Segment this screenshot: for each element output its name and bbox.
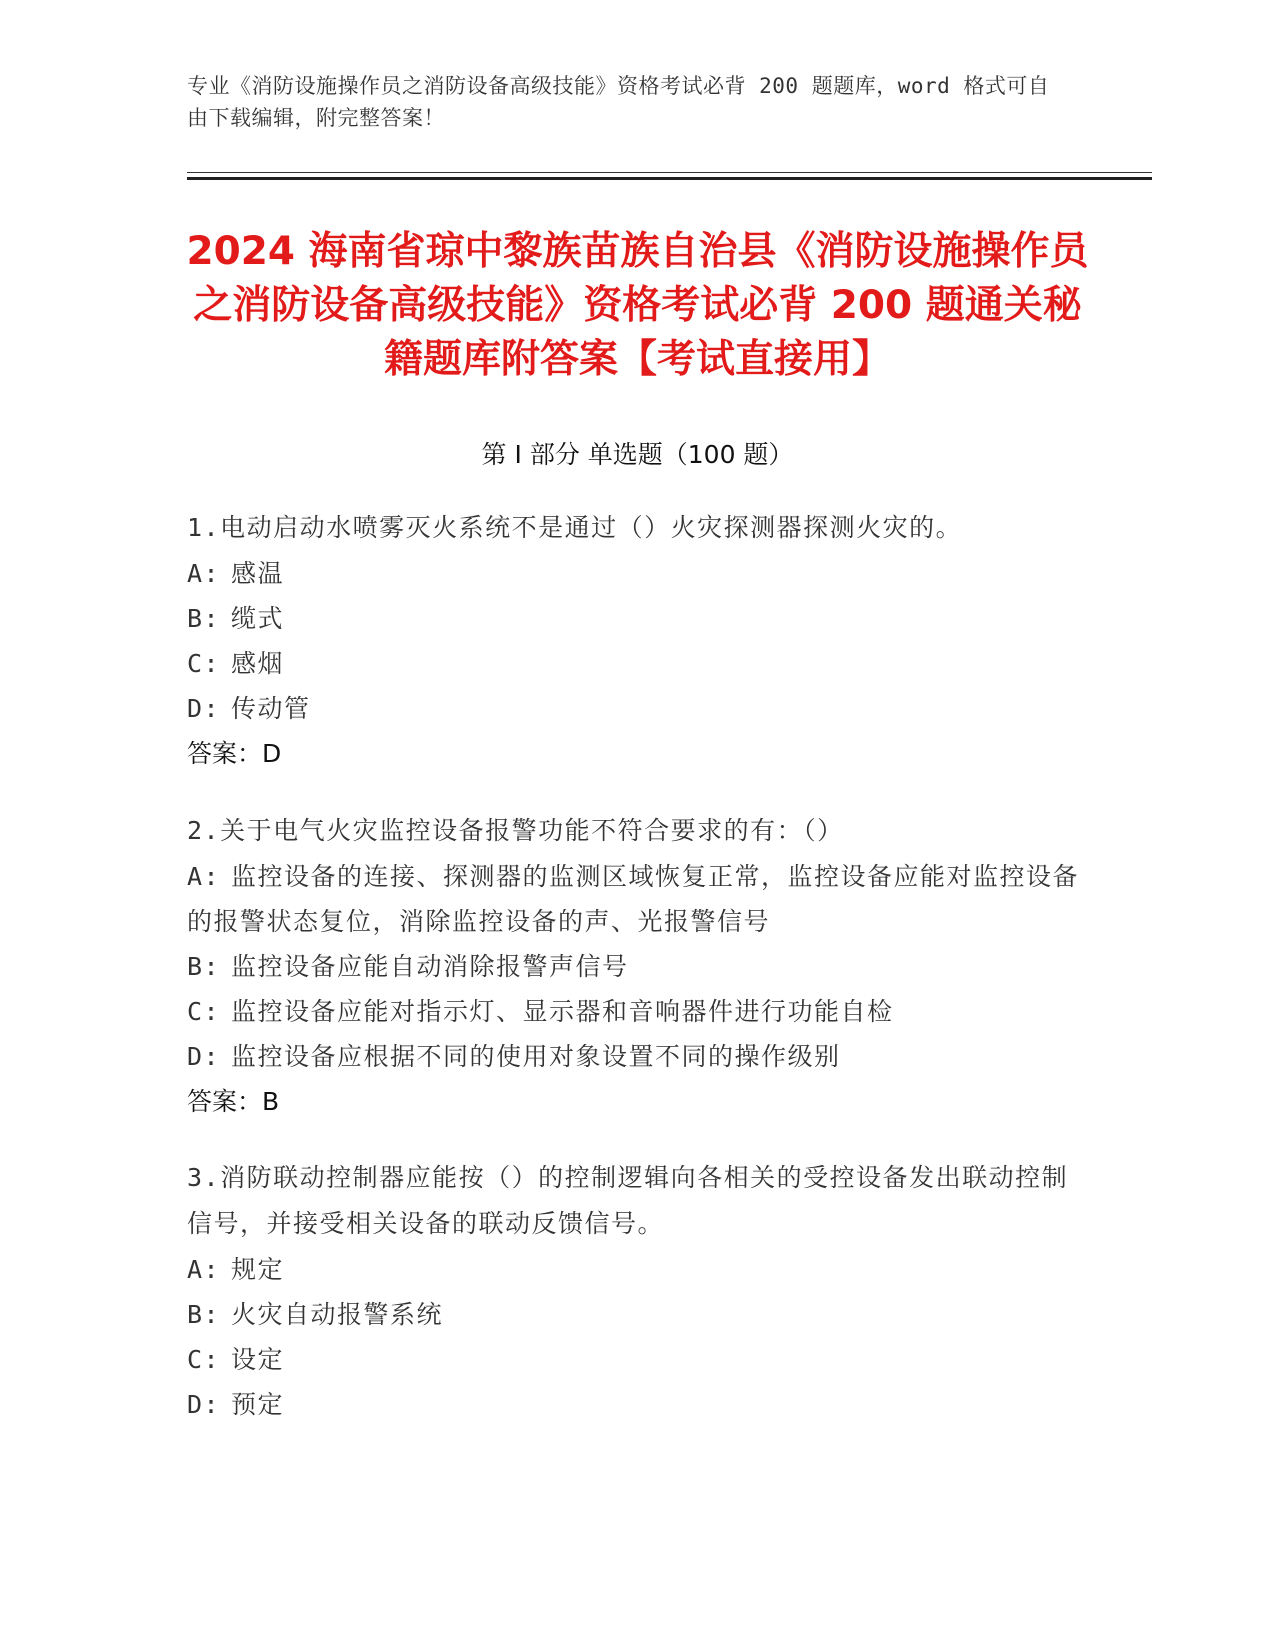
- question-text: 2.关于电气火灾监控设备报警功能不符合要求的有：（）: [187, 816, 844, 845]
- option-key: A:: [187, 1255, 221, 1284]
- option-key: B:: [187, 1300, 221, 1329]
- header-divider-thin: [187, 172, 1152, 173]
- question-2: [187, 808, 1087, 1125]
- option-text: 监控设备应根据不同的使用对象设置不同的操作级别: [231, 1042, 841, 1071]
- option-text: 预定: [231, 1390, 285, 1419]
- option-text: 感烟: [231, 649, 285, 678]
- option-text: 监控设备应能自动消除报警声信号: [231, 952, 629, 981]
- question-text: 3.消防联动控制器应能按（）的控制逻辑向各相关的受控设备发出联动控制信号，并接受相关设备的联动反馈信号。: [187, 1163, 1069, 1238]
- option-text: 火灾自动报警系统: [231, 1300, 444, 1329]
- option-text: 缆式: [231, 604, 285, 633]
- option-text: 规定: [231, 1255, 285, 1284]
- option-a: [187, 551, 1087, 596]
- option-key: D:: [187, 1390, 221, 1419]
- header-divider-thick: [187, 177, 1152, 180]
- option-key: C:: [187, 649, 221, 678]
- option-key: C:: [187, 1345, 221, 1374]
- question-1: [187, 505, 1087, 777]
- option-text: 监控设备的连接、探测器的监测区域恢复正常，监控设备应能对监控设备的报警状态复位，消除监控设备的声、光报警信号: [187, 862, 1080, 936]
- option-b: [187, 1292, 1087, 1337]
- option-b: [187, 944, 1087, 989]
- option-key: D:: [187, 694, 221, 723]
- option-d: [187, 686, 1087, 731]
- option-a: [187, 854, 1087, 944]
- option-a: [187, 1247, 1087, 1292]
- option-b: [187, 596, 1087, 641]
- document-title: 2024 海南省琼中黎族苗族自治县《消防设施操作员之消防设备高级技能》资格考试必背 200 题通关秘籍题库附答案【考试直接用】: [186, 229, 1089, 382]
- option-text: 设定: [231, 1345, 285, 1374]
- header-note: 专业《消防设施操作员之消防设备高级技能》资格考试必背 200 题题库，word 格式可自由下载编辑，附完整答案！: [187, 74, 1050, 130]
- option-d: [187, 1382, 1087, 1427]
- option-text: 监控设备应能对指示灯、显示器和音响器件进行功能自检: [231, 997, 894, 1026]
- question-3: [187, 1155, 1087, 1427]
- option-c: [187, 1337, 1087, 1382]
- option-c: [187, 989, 1087, 1034]
- option-key: B:: [187, 952, 221, 981]
- option-key: C:: [187, 997, 221, 1026]
- option-text: 传动管: [231, 694, 311, 723]
- option-key: A:: [187, 862, 221, 891]
- section-title: 第 I 部分 单选题（100 题）: [481, 440, 794, 469]
- option-d: [187, 1034, 1087, 1079]
- answer: 答案：B: [187, 1087, 280, 1116]
- option-key: A:: [187, 559, 221, 588]
- option-key: B:: [187, 604, 221, 633]
- option-c: [187, 641, 1087, 686]
- option-text: 感温: [231, 559, 285, 588]
- option-key: D:: [187, 1042, 221, 1071]
- answer: 答案：D: [187, 739, 282, 768]
- question-text: 1.电动启动水喷雾灭火系统不是通过（）火灾探测器探测火灾的。: [187, 513, 963, 542]
